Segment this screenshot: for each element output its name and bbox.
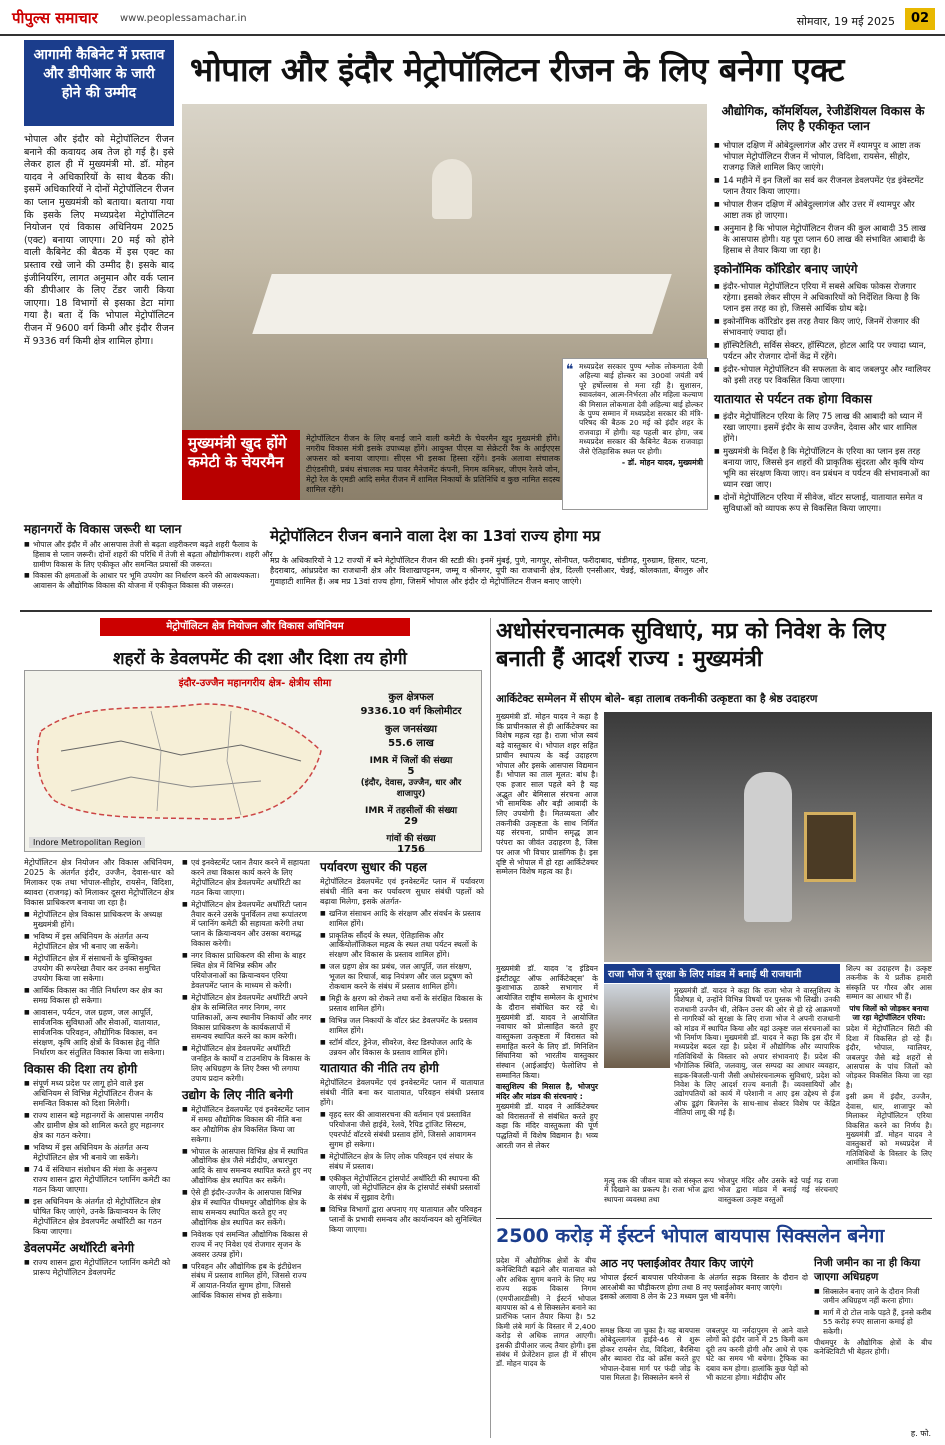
list-item: ■ नगर विकास प्राधिकरण की सीमा के बाहर स्थित क्षेत्र में विभिन्न स्कीम और परियोजनाओं का क्रियान्वयन एरिया डेवलपमेंट प्लान के माध्यम से करेगी।: [182, 951, 312, 991]
list-item: ■ मुख्यमंत्री के निर्देश है कि मेट्रोपॉलिटन के एरिया का प्लान इस तरह बनाया जाए, जिससे इन शहरों की प्राकृतिक सुंदरता और कृषि योग्य भूमि का संरक्षण किया जाए। वन प्रबंधन व पर्यटन की संभावनाओं का ध्यान रखा जाए।: [714, 446, 932, 490]
five-districts-text-2: इसी क्रम में इंदौर, उज्जैन, देवास, धार, शाजापुर को मिलाकर मेट्रोपॉलिटन एरिया विकसित करने का निर्णय है। मुख्यमंत्री डॉ. मोहन यादव ने वास्तुकारों को मध्यप्रदेश में गतिविधियों के विस्तार के लिए आमंत्रित किया।: [846, 1092, 932, 1168]
list-item: ■ राज्य शासन बड़े महानगरों के आसपास नगरीय और ग्रामीण क्षेत्र को शामिल करते हुए महानगर क्षेत्र का गठन करेगा।: [24, 1111, 174, 1141]
districts-value: 5: [407, 766, 415, 777]
king-statue-photo: [604, 984, 670, 1068]
mandav-title: राजा भोज ने सुरक्षा के लिए मांडव में बनाई थी राजधानी: [604, 964, 840, 983]
bypass-col-2: [600, 1256, 808, 1426]
eco-list: [714, 281, 932, 386]
list-item: ■ जल ग्रहण क्षेत्र का प्रबंध, जल आपूर्ति, जल संरक्षण, भूजल का रिचार्ज, बाढ़ नियंत्रण और जल प्रदूषण को रोकथाम करने के संबंध में प्रस्ताव शामिल होंगे।: [320, 962, 484, 992]
eco-title: इकोनॉमिक कॉरिडोर बनाए जाएंगे: [714, 262, 858, 276]
photo-caption-box: मुख्यमंत्री खुद होंगे कमेटी के चेयरमैन: [182, 430, 300, 500]
act-bar: मेट्रोपॉलिटन क्षेत्र नियोजन और विकास अधिनियम: [100, 618, 410, 636]
infra-body-1-text: मुख्यमंत्री डॉ. मोहन यादव ने कहा है कि प्राचीनकाल से ही आर्किटेक्चर का विशेष महत्व रहा है। राजा भोज स्वयं बड़े वास्तुकार थे। भोपाल शहर सहित प्राचीन स्थापत्य के कई उदाहरण भोपाल और इसके आसपास विद्यमान हैं। भोपाल का ताल मूलत: बांध है। एक हजार साल पहले बने है यह अद्भुत और बेमिसाल संरचना आज भी सामयिक और बड़ी आबादी के लिए उपयोगी है। मितव्ययता और तकनीकी उत्कृष्टता के साथ निर्मित यह संरचना, प्राचीन समृद्ध ज्ञान परंपरा का जीवंत उदाहरण है, जिस पर आज भी विचार प्रासंगिक है। इस दृष्टि से भोपाल में हो रहा आर्किटेक्चर सम्मेलन विशेष महत्व का है।: [496, 712, 598, 877]
conference-table: [252, 274, 671, 334]
top-sidebar: [714, 104, 932, 604]
newspaper-logo: पीपुल्स समाचार: [12, 9, 98, 27]
act-list-3: [24, 1258, 174, 1278]
list-item: ■ भविष्य में इस अधिनियम के अंतर्गत अन्य मेट्रोपॉलिटन क्षेत्र भी बनाए जा सकेंगे।: [24, 932, 174, 952]
population-label: कुल जनसंख्या: [385, 724, 437, 735]
list-item: ■ राज्य शासन द्वारा मेट्रोपॉलिटन प्लानिंग कमेटी को प्रारूप मेट्रोपॉलिटन डेवलपमेंट: [24, 1258, 174, 1278]
authority-heading: डेवलपमेंट अथॉरिटी बनेगी: [24, 1241, 135, 1255]
list-item: ■ इंदौर-भोपाल मेट्रोपॉलिटन की सफलता के बाद जबलपुर और ग्वालियर को इसी तरह पर विकसित किया जाएगा।: [714, 364, 932, 386]
list-item: ■ एकीकृत मेट्रोपॉलिटन ट्रांसपोर्ट अथॉरिटी की स्थापना की जाएगी, जो मेट्रोपॉलिटन क्षेत्र के ट्रांसपोर्ट संबंधी प्रस्तावों के संबंध में सुझाव देगी।: [320, 1174, 484, 1204]
act-list-2: [24, 1079, 174, 1237]
column-divider: [490, 618, 491, 1438]
list-item: ■ मेट्रोपॉलिटन क्षेत्र के लिए लोक परिवहन एवं संचार के संबंध में प्रस्ताव।: [320, 1152, 484, 1172]
photo-caption-text: मेट्रोपॉलिटन रीजन के लिए बनाई जाने वाली कमेटी के चेयरमैन खुद मुख्यमंत्री होंगे। नगरीय विकास मंत्री इसके उपाध्यक्ष होंगे। आयुक्त पीएस या सेक्रेटरी रैंक के आईएएस अफसर को बनाया जाएगा। सीएस भी इसका हिस्सा रहेंगे। इनके अलावा संचालक टीएंडसीपी, प्रबंध संचालक मप्र पावर मैनेजमेंट कंपनी, निगम कमिश्नर, जीएम रेलवे जोन, मेट्रो रेल के एमडी आदि समेत रीजन में शामिल निकायों के प्रतिनिधि व कुछ नामित सदस्य शामिल रहेंगे।: [306, 434, 560, 495]
list-item: ■ भोपाल रीजन दक्षिण में ओबेदुल्लागंज और उत्तर में श्यामपुर और आष्टा तक हो जाएगा।: [714, 199, 932, 221]
bypass-headline: 2500 करोड़ में ईस्टर्न भोपाल बायपास सिक्सलेन बनेगा: [496, 1225, 885, 1247]
map-boundary-icon: [31, 691, 331, 831]
list-item: ■ इस अधिनियम के अंतर्गत दो मेट्रोपॉलिटन क्षेत्र घोषित किए जाएंगे, उनके क्रियान्वयन के लिए मेट्रोपॉलिटन क्षेत्र डेवलपमेंट अथॉरिटी का गठन किया जाएगा।: [24, 1197, 174, 1237]
list-item: ■ मेट्रोपॉलिटन क्षेत्र डेवलपमेंट अथॉरिटी प्लान तैयार करने उसके पुनर्विलन तथा रूपांतरण में प्लानिंग कमेटी की सहायता करेगी तथा प्लान के क्रियान्वयन और उसका बरामद्ध विकास करेगी।: [182, 900, 312, 950]
list-item: ■ भोपाल के आसपास विभिन्न क्षेत्र में स्थापित औद्योगिक क्षेत्र जैसे मंडीदीप, अचारपुरा आदि के साथ समन्वय स्थापित करते हुए नए औद्योगिक क्षेत्र स्थापित कर सकेंगे।: [182, 1147, 312, 1187]
list-item: ■ सिक्सलेन बनाए जाने के दौरान निजी जमीन अधिग्रहण नहीं करना होगा।: [814, 1287, 932, 1306]
list-item: ■ अनुमान है कि भोपाल मेट्रोपॉलिटन रीजन की कुल आबादी 35 लाख के आसपास होगी। यह पूरा प्लान 60 लाख की संभावित आबादी के हिसाब से तैयार किया जा रहा है।: [714, 223, 932, 256]
infra-body-1: [496, 712, 598, 960]
flyover-intro: भोपाल ईस्टर्न बायपास परियोजना के अंतर्गत सड़क विस्तार के दौरान दो आरओबी का चौड़ीकरण होगा तथा 8 नए फ्लाईओवर बनाए जाएंगे।: [600, 1273, 808, 1292]
infra-col-3: [846, 964, 932, 1214]
fort-heading: वास्तुशिल्प की मिसाल है, भोजपुर मंदिर और मांडव की संरचनाएं :: [496, 1082, 598, 1102]
transport-list: [714, 411, 932, 514]
bypass-text-a: समक्ष किया जा चुका है। यह बायपास ओबेदुल्लागंज हाईवे-46 से शुरू होकर रायसेन रोड, विदिशा, बैरसिया और ब्यावरा रोड को क्रॉस करते हुए भोपाल-देवास मार्ग पर फंदी जोड़ के पास मिलता है। सिक्सलेन बनने से: [600, 1326, 700, 1383]
list-item: ■ परिवहन और औद्योगिक हब के इंटीग्रेशन संबंध में प्रस्ताव शामिल होंगे, जिससे राज्य में आयात-निर्यात सुगम होगा, जिससे आर्थिक विकास संभव हो सकेगा।: [182, 1262, 312, 1302]
bypass-divider: [496, 1218, 932, 1219]
districts-list: (इंदौर, देवास, उज्जैन, धार और शाजापुर): [360, 778, 462, 799]
five-districts-heading: पांच जिलों को जोड़कर बनाया जा रहा मेट्रोपॉलिटन एरिया:: [849, 1003, 929, 1023]
act-list-7: [320, 1110, 484, 1235]
industry-heading: उद्योग के लिए नीति बनेगी: [182, 1087, 293, 1102]
map-footer: Indore Metropolitan Region: [29, 837, 145, 848]
sidebar-title: औद्योगिक, कॉमर्शियल, रेजीडेंशियल विकास के लिए है एकीकृत प्लान: [721, 104, 925, 133]
list-item: ■ इकोनॉमिक कॉरिडोर इस तरह तैयार किए जाएं, जिनमें रोजगार की संभावनाएं ज्यादा हों।: [714, 316, 932, 338]
list-item: ■ मेट्रोपॉलिटन क्षेत्र डेवलपमेंट अथॉरिटी जनहित के कार्यों व टाउनशिप के विकास के लिए अधिग्रहण के लिए टैक्स भी लगाया उपाय प्रदान करेगी।: [182, 1044, 312, 1084]
list-item: ■ 14 महीने में इन जिलों का सर्व कर रीजनल डेवलपमेंट एंड इंवेस्टमेंट प्लान तैयार किया जाएगा।: [714, 175, 932, 197]
list-item: ■ भविष्य में इस अधिनियम के अंतर्गत अन्य मेट्रोपॉलिटन क्षेत्र भी बनाये जा सकेंगे।: [24, 1143, 174, 1163]
act-list-1: [24, 910, 174, 1058]
list-item: ■ संपूर्ण मध्य प्रदेश पर लागू होने वाले इस अधिनियम से विभिन्न मेट्रोपॉलिटन रीजन के समन्वित विकास को दिशा मिलेगी।: [24, 1079, 174, 1109]
land-text: पीथमपुर के औद्योगिक क्षेत्रों के बीच कनेक्टिविटी भी बेहतर होगी।: [814, 1338, 932, 1357]
fort-text: मुख्यमंत्री डॉ. यादव ने आर्किटेक्चर को विरासतनों से संबंधित करते हुए कहा कि मंदिर वास्तुकला की पूर्ण पद्धतियों में विशेष विद्यमान है। भव्य आरती जन से लेकर: [496, 1101, 598, 1150]
villages-label: गांवों की संख्या: [386, 834, 436, 844]
website-url[interactable]: www.peoplessamachar.in: [120, 13, 247, 24]
mandav-text: मुख्यमंत्री डॉ. यादव ने कहा कि राजा भोज ने वास्तुशिल्प के विशेषज्ञ थे, उन्होंने विभिन्न विषयों पर पुस्तक भी लिखी। उनकी राजधानी उज्जैन थी, लेकिन उत्तर की ओर से हो रहे आक्रमणों से नागरिकों को सुरक्षा के लिए राजा भोज ने अपनी राजधानी को मांडव में स्थापित किया और वहां उत्कृष्ट जल संरचनाओं का भी निर्माण किया। मुख्यमंत्री डॉ. यादव ने कहा कि इस दौर में मध्यप्रदेश बदल रहा है। प्रदेश में औद्योगिक और व्यापारिक गतिविधियों के विस्तार को अपार संभावनाएं हैं। प्रदेश की भौगोलिक स्थिति, जलवायु, जल सम्पदा का आधार व्यवहार, सड़क-बिजली-पानी जैसी अधोसंरचनात्मक सुविधाएं, प्रदेश को निवेश के लिए आदर्श राज्य बनाती हैं। व्यवसायियों और उद्योगपतियों को कार्य में परेशानी न आए इस उद्देश्य से ईज ऑफ डूइंग बिजनेस के साथ-साथ सेक्टर विशेष पर केंद्रित नीतियां लागू की गई हैं।: [674, 986, 840, 1118]
act-column-1: [24, 858, 174, 1438]
list-item: ■ 74 वें संविधान संशोधन की मंशा के अनुरूप राज्य शासन द्वारा मेट्रोपॉलिटन प्लानिंग कमेटी का गठन किया जाएगा।: [24, 1165, 174, 1195]
list-item: ■ मिट्टी के क्षरण को रोकने तथा वनों के संरक्षित विकास के प्रस्ताव शामिल होंगे।: [320, 994, 484, 1014]
population-value: 55.6 लाख: [388, 738, 434, 749]
bypass-col-3: [814, 1256, 932, 1426]
cm-quote-box: [562, 358, 708, 510]
issue-date: सोमवार, 19 मई 2025: [796, 15, 895, 28]
list-item: ■ निवेशक एवं समन्वित औद्योगिक विकास से राज्य में नए निवेश एवं रोजगार सृजन के अवसर उत्पन्न होंगे।: [182, 1230, 312, 1260]
list-item: ■ इंदौर-भोपाल मेट्रोपॉलिटन एरिया में सबसे अधिक फोकस रोजगार रहेगा। इसको लेकर सीएम ने अधिकारियों को निर्देशित किया है कि प्लान इस तरह का हो, जिससे आर्थिक ग्रोथ बढ़े।: [714, 281, 932, 314]
act-list-5: [182, 1105, 312, 1301]
map-stats: [345, 689, 477, 855]
list-item: ■ इंदौर मेट्रोपॉलिटन एरिया के लिए 75 लाख की आबादी को ध्यान में रखा जाएगा। इसमें इंदौर के साथ उज्जैन, देवास और धार शामिल होंगे।: [714, 411, 932, 444]
list-item: ■ मेट्रोपॉलिटन क्षेत्र विकास प्राधिकरण के अध्यक्ष मुख्यमंत्री होंगे।: [24, 910, 174, 930]
districts-label: IMR में जिलों की संख्या: [369, 756, 453, 766]
direction-heading: विकास की दिशा तय होगी: [24, 1062, 138, 1076]
traffic-intro: मेट्रोपॉलिटन डेवलपमेंट एवं इनवेस्टमेंट प्लान में यातायात संबंधी नीति बना कर यातायात, परिवहन संबंधी प्रस्ताव होंगे।: [320, 1078, 484, 1108]
five-districts-text: प्रदेश में मेट्रोपॉलिटन सिटी की दिशा में विकसित हो रहे हैं। इंदौर, भोपाल, ग्वालियर, जबलपुर जैसे बड़े शहरों से आसपास के पांच जिलों को जोड़कर विकसित किया जा रहा है।: [846, 1024, 932, 1090]
page-number: 02: [905, 8, 935, 30]
metro-title: महानगरों के विकास जरूरी था प्लान: [24, 522, 182, 536]
list-item: ■ आर्थिक विकास का नीति निर्धारण कर क्षेत्र का समग्र विकास हो सकेगा।: [24, 986, 174, 1006]
flyover-intro-2: इसको अलावा 8 लेन के 23 मध्यम पुल भी बनेंगे।: [600, 1292, 736, 1302]
tehsils-label: IMR में तहसीलों की संख्या: [364, 806, 458, 816]
act-list-4: [182, 858, 312, 1084]
act-headline: शहरों के डेवलपमेंट की दशा और दिशा तय होगी: [113, 649, 407, 669]
map-title: इंदौर-उज्जैन महानगरीय क्षेत्र- क्षेत्रीय सीमा: [178, 678, 332, 689]
list-item: ■ विकास की क्षमताओं के आधार पर भूमि उपयोग का निर्धारण करने की आवश्यकता। आवासन के औद्योगिक विकास की योजना में एकीकृत विकास की जरूरत।: [24, 571, 274, 591]
act-intro: मेट्रोपॉलिटन क्षेत्र नियोजन और विकास अधिनियम, 2025 के अंतर्गत इंदौर, उज्जैन, देवास-धार को मिलाकर एक तथा भोपाल-सीहोर, रायसेन, विदिशा, ब्यावरा (राजगढ़) को मिलाकर दूसरा मेट्रोपॉलिटन क्षेत्र विकास प्राधिकरण बनाया जा रहा है।: [24, 858, 174, 907]
act-column-3: [320, 858, 484, 1438]
rank-text: मप्र के अधिकारियों ने 12 राज्यों में बने मेट्रोपॉलिटन रीजन की स्टडी की। इनमें मुंबई, पुणे, नागपुर, सोनीपत, फरीदाबाद, चंडीगढ़, गुरुग्राम, हिसार, पटना, हैदराबाद, आंध्रप्रदेश का राजधानी क्षेत्र और विशाखापट्टनम, जम्मू व श्रीनगर, यूपी का राजधानी क्षेत्र, दिल्ली एनसीआर, चेन्नई, कोलकाता, बेंगलुरु और गुवाहाटी शामिल हैं। अब मप्र 13वां राज्य होगा, जिसमें भोपाल और इंदौर दो मेट्रोपॉलिटन रीजन बनाए जाएंगे।: [270, 556, 708, 586]
list-item: ■ मेट्रोपॉलिटन डेवलपमेंट एवं इनवेस्टमेंट प्लान में समग्र औद्योगिक विकास की नीति बना कर औद्योगिक क्षेत्र विकसित किया जा सकेगा।: [182, 1105, 312, 1145]
list-item: ■ भोपाल दक्षिण में ओबेदुल्लागंज और उत्तर में श्यामपुर व आष्टा तक भोपाल मेट्रोपॉलिटन रीजन में भोपाल, विदिशा, रायसेन, सीहोर, राजगढ़ जिले शामिल किए जाएंगे।: [714, 140, 932, 173]
list-item: ■ खनिज संसाधन आदि के संरक्षण और संवर्धन के प्रस्ताव शामिल होंगे।: [320, 909, 484, 929]
infra-body-2: [496, 964, 598, 1150]
list-item: ■ एवं इनवेस्टमेंट प्लान तैयार करने में सहायता करने तथा विकास कार्य करने के लिए मेट्रोपॉलिटन क्षेत्र डेवलपमेंट अथॉरिटी का गठन किया जाएगा।: [182, 858, 312, 898]
traffic-heading: यातायात की नीति तय होगी: [320, 1061, 439, 1076]
infra-col-3-text: शिल्प का उदाहरण है। उत्कृष्ट तकनीक के ये प्रतीक हमारी संस्कृति पर गौरव और आस सम्मान का आधार भी हैं।: [846, 964, 932, 1002]
rank-headline: मेट्रोपॉलिटन रीजन बनाने वाला देश का 13वां राज्य होगा मप्र: [270, 527, 601, 545]
list-item: ■ स्टॉर्म वॉटर, ड्रेनेज, सीवरेज, वेस्ट डिस्पोजल आदि के उन्नयन और विकास के प्रस्ताव शामिल होंगे।: [320, 1038, 484, 1058]
quote-icon: ❝: [566, 362, 574, 378]
page-footer-credit: ह. फो.: [910, 1429, 931, 1438]
award-frame: [804, 812, 856, 882]
act-column-2: [182, 858, 312, 1438]
cm-quote-text: मध्यप्रदेश सरकार पुण्य श्लोक लोकमाता देवी अहिल्या बाई होल्कर का 300वां जयंती वर्ष पूरे हर्षोल्लास से मना रही है। सुशासन, स्वावलंबन, आत्म-निर्भरता और महिला कल्याण की मिसाल लोकमाता देवी अहिल्या बाई होल्कर के पुण्य सम्मान में मध्यप्रदेश सरकार की मंत्रि-परिषद की बैठक 20 मई को इंदौर शहर के राजवाड़ा में होगी। यह पहली बार होगा, जब मध्यप्रदेश सरकार की कैबिनेट बैठक राजवाड़ा जैसे ऐतिहासिक स्थल पर होगी।: [579, 362, 703, 456]
indore-region-map: [24, 670, 482, 855]
list-item: ■ विभिन्न जल निकायों के वॉटर फ्रंट डेवलपमेंट के प्रस्ताव शामिल होंगे।: [320, 1016, 484, 1036]
list-item: ■ आवासन, पर्यटन, जल ग्रहण, जल आपूर्ति, सार्वजनिक सुविधाओं और सेवाओं, यातायात, सार्वजनिक परिवहन, औद्योगिक विकास, वन संरक्षण, कृषि आदि क्षेत्रों के विकास हेतु नीति निर्धारण कर संतुलित विकास किया जा सकेगा।: [24, 1008, 174, 1058]
list-item: ■ मेट्रोपॉलिटन क्षेत्र में संसाधनों के युक्तियुक्त उपयोग की रूपरेखा तैयार कर उनका समुचित उपयोग किया जा सकेगा।: [24, 954, 174, 984]
top-headline: भोपाल और इंदौर मेट्रोपॉलिटन रीजन के लिए बनेगा एक्ट: [190, 50, 844, 89]
tehsils-value: 29: [404, 816, 418, 827]
environment-heading: पर्यावरण सुधार की पहल: [320, 860, 427, 874]
bypass-text-b: जबलपुर या नर्मदापुरम से आने वाले लोगों को इंदौर जाने में 25 किमी कम दूरी तय करनी होगी और आधे से एक घंटे का समय भी बचेगा। ट्रैफिक का दबाव कम होगा। हालांकि कुछ पेड़ों को भी काटना होगा। मंडीदीप और: [706, 1326, 808, 1383]
act-list-6: [320, 909, 484, 1058]
list-item: ■ वृहद स्तर की आवासरचना की वर्तमान एवं प्रस्तावित परियोजना जैसे हाईवे, रेलवे, रैपिड ट्रांजिट सिस्टम, एयरपोर्ट वॉटरवे संबंधी प्रस्ताव होंगे, जिससे आवागमन सुगम हो सकेगा।: [320, 1110, 484, 1150]
flyover-heading: आठ नए फ्लाईओवर तैयार किए जाएंगे: [600, 1257, 754, 1270]
list-item: ■ विभिन्न विभागों द्वारा अपनाए गए यातायात और परिवहन प्लानों के प्रभावी समन्वय और कार्यान्वयन को सुनिश्चित किया जाएगा।: [320, 1205, 484, 1235]
list-item: ■ दोनों मेट्रोपॉलिटन एरिया में सीवेज, वॉटर सप्लाई, यातायात समेत व सुविधाओं को व्यापक रूप से विकसित किया जाएगा।: [714, 492, 932, 514]
conference-felicitation-photo: [604, 712, 932, 962]
infra-subhead: आर्किटेक्ट सम्मेलन में सीएम बोले- बड़ा तालाब तकनीकी उत्कृष्टता का है श्रेष्ठ उदाहरण: [496, 693, 818, 705]
list-item: ■ प्राकृतिक सौंदर्य के स्थल, ऐतिहासिक और आर्कियोलॉजिकल महत्व के स्थल तथा पर्यटन स्थलों के संरक्षण और विकास के प्रस्ताव शामिल होंगे।: [320, 931, 484, 961]
person-silhouette: [744, 772, 792, 922]
infra-headline: अधोसंरचनात्मक सुविधाएं, मप्र को निवेश के लिए बनाती हैं आदर्श राज्य : मुख्यमंत्री: [496, 619, 886, 672]
list-item: ■ मार्ग में दो टोल नाके पड़ते हैं, इनसे करीब 55 करोड़ रुपए सालाना कमाई हो सकेगी।: [814, 1308, 932, 1336]
section-divider: [20, 610, 932, 612]
metro-box: [24, 520, 274, 610]
area-label: कुल क्षेत्रफल: [388, 692, 434, 703]
metro-list: [24, 540, 274, 591]
bypass-col-1: प्रदेश में औद्योगिक क्षेत्रों के बीच कनेक्टिविटी बढ़ाने और यातायात को और अधिक सुगम बनाने के लिए मप्र राज्य सड़क विकास निगम (एमपीआरडीसी) ने ईस्टर्न भोपाल बायपास को 4 से सिक्सलेन बनाने का प्रारंभिक प्लान तैयार किया है। 52 किमी लंबे मार्ग के विस्तार में 2,400 करोड़ से अधिक लागत आएगी। इसकी डीपीआर जल्द तैयार होगी। इस संबंध में प्रेजेंटेशन हाल ही में सीएम डॉ. मोहन यादव के: [496, 1256, 596, 1369]
list-item: ■ मेट्रोपॉलिटन क्षेत्र डेवलपमेंट अथॉरिटी अपने क्षेत्र के सम्मिलित नगर निगम, नगर पालिकाओं, अन्य स्थानीय निकायों और नगर विकास प्राधिकरण के कार्यकलापों में समन्वय स्थापित करने का काम करेगी।: [182, 993, 312, 1043]
infra-body-2-text: मुख्यमंत्री डॉ. यादव 'द इंडियन इंस्टीट्यूट ऑफ आर्किटेक्ट्स' के कुशाभाऊ ठाकरे सभागार में आयोजित राष्ट्रीय सम्मेलन के शुभारंभ के दौरान संबोधित कर रहे थे। मुख्यमंत्री डॉ. यादव ने आयोजित नवाचार को प्रोत्साहित करते हुए वास्तुकला उत्कृष्टता में विरासत को समाहित करने के लिए डॉ. मिनिशिन सिंघानिया को भारतीय वास्तुकार संस्थान (आईआईए) फेलोशिप से सम्मानित किया।: [496, 964, 598, 1080]
list-item: ■ हॉस्पिटैलिटी, सर्विस सेक्टर, हॉस्पिटल, होटल आदि पर ज्यादा ध्यान, पर्यटन और रोजगार दोनों केंद्र में रहेंगे।: [714, 340, 932, 362]
masthead: [0, 0, 945, 36]
list-item: ■ ऐसे ही इंदौर-उज्जैन के आसपास विभिन्न क्षेत्र में स्थापित पीथमपुर औद्योगिक क्षेत्र के साथ समन्वय स्थापित करते हुए नए औद्योगिक क्षेत्र स्थापित कर सकेंगे।: [182, 1188, 312, 1228]
transport-title: यातायात से पर्यटन तक होगा विकास: [714, 392, 873, 406]
environment-intro: मेट्रोपॉलिटन डेवलपमेंट एवं इनवेस्टमेंट प्लान में पर्यावरण संबंधी नीति बना कर पर्यावरण सुधार संबंधी पहलों को बढ़ावा मिलेगा, इसके अंतर्गत-: [320, 877, 484, 906]
sidebar-list: [714, 140, 932, 256]
mandav-bottom-1: मृत्यु तक की जीवन यात्रा को संस्कृत रूप में दिखाने का प्रकल्प है। राजा भोज द्वारा स्थापना व्यवस्था तथा: [604, 1176, 714, 1204]
land-heading: निजी जमीन का ना ही किया जाएगा अधिग्रहण: [814, 1257, 921, 1283]
top-lead: भोपाल और इंदौर को मेट्रोपॉलिटन रीजन बनाने की कवायद अब तेज हो गई है। इसे लेकर हाल ही में मुख्यमंत्री मो. डॉ. मोहन यादव ने अधिकारियों के साथ बैठक की। इसमें अधिकारियों ने दोनों मेट्रोपॉलिटन रीजन का प्लान मुख्यमंत्री को बताया। बताया गया कि इसके लिए मध्यप्रदेश मेट्रोपॉलिटन नियोजन एवं विकास अधिनियम 2025 (एक्ट) बनाया जाएगा। 20 मई को होने वाली कैबिनेट की बैठक में इस एक्ट का प्रस्ताव रखे जाने की उम्मीद है। इसके बाद इंजीनियरिंग, लागत अनुमान और वर्क प्लान की डीपीआर के लिए टेंडर जारी किया जाएगा। 18 विभागों से इसका डेटा मांगा गया है। बता दें कि भोपाल मेट्रोपॉलिटन रीजन में 9600 वर्ग किमी और इंदौर रीजन में 9336 वर्ग किमी क्षेत्र शामिल होगा।: [24, 134, 174, 347]
villages-value: 1756: [397, 844, 425, 855]
top-kicker: आगामी कैबिनेट में प्रस्ताव और डीपीआर के जारी होने की उम्मीद: [24, 40, 174, 126]
person-silhouette: [432, 159, 472, 219]
list-item: ■ भोपाल और इंदौर में और आसपास तेजी से बढ़ता शहरीकरण बढ़ते शहरी फैलाव के हिसाब से प्लान जरूरी। दोनों शहरों की परिधि में तेजी से बढ़ता औद्योगीकरण। शहरी और ग्रामीण विकास के लिए एकीकृत और समन्वित प्रयासों की जरूरत।: [24, 540, 274, 569]
land-list: [814, 1287, 932, 1336]
cm-quote-author: - डॉ. मोहन यादव, मुख्यमंत्री: [621, 458, 703, 468]
mandav-bottom-2: भोजपुर मंदिर और उसके बड़े पाई गढ़ राजा भोज द्वारा मांडव में बनाई गई संरचनाएं वास्तुकला उत्कृष्ट वस्तुओं: [718, 1176, 838, 1204]
area-value: 9336.10 वर्ग किलोमीटर: [360, 706, 462, 717]
